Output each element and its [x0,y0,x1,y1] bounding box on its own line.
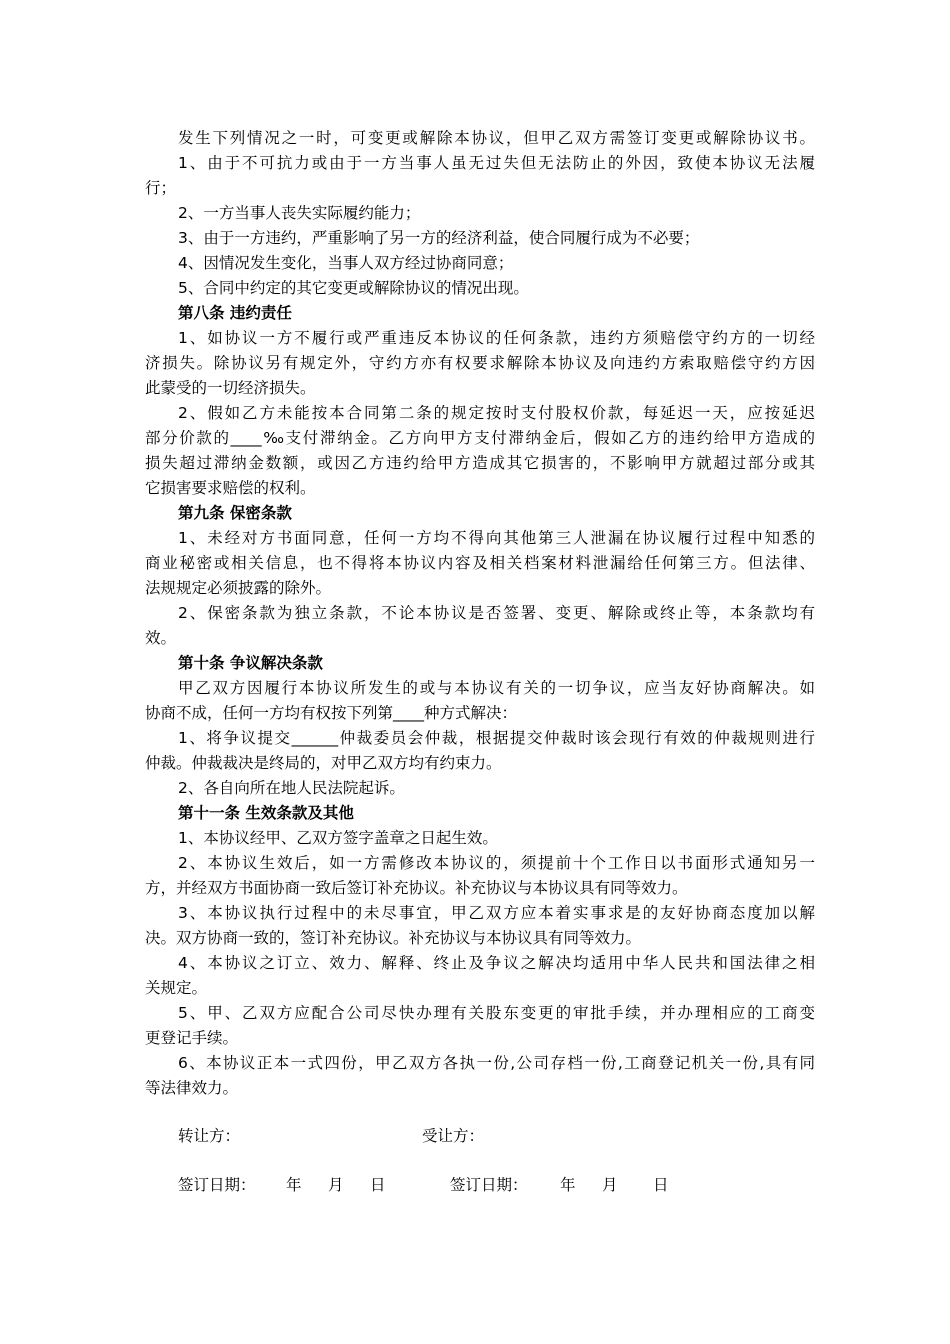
transferee-date-year: 年 [560,1176,576,1194]
s11-para-3-line-1: 3、本协议执行过程中的未尽事宜，甲乙双方应本着实事求是的友好协商态度加以解 [178,904,815,922]
s11-para-6-line-1: 6、本协议正本一式四份，甲乙双方各执一份,公司存档一份,工商登记机关一份,具有同 [178,1054,815,1072]
s11-para-2-line-2: 方，并经双方书面协商一致后签订补充协议。补充协议与本协议具有同等效力。 [145,879,688,897]
transferor-date-day: 日 [370,1176,386,1194]
transferor-label: 转让方： [178,1127,241,1145]
s9-para-1-line-3: 法规规定必须披露的除外。 [145,579,332,597]
transferor-date-month: 月 [328,1176,344,1194]
s8-para-2-line-2: 部分价款的____‰支付滞纳金。乙方向甲方支付滞纳金后，假如乙方的违约给甲方造成的 [145,429,815,447]
s11-para-6-line-2: 等法律效力。 [145,1079,239,1097]
s11-para-1: 1、本协议经甲、乙双方签字盖章之日起生效。 [178,829,498,847]
section-11-heading: 第十一条 生效条款及其他 [178,804,354,822]
s9-para-2-line-1: 2、保密条款为独立条款，不论本协议是否签署、变更、解除或终止等，本条款均有 [178,604,815,622]
s8-para-1-line-1: 1、如协议一方不履行或严重违反本协议的任何条款，违约方须赔偿守约方的一切经 [178,329,815,347]
transferor-date-year: 年 [286,1176,302,1194]
s10-para-0-line-2: 协商不成，任何一方均有权按下列第____种方式解决： [145,704,518,722]
s10-para-0-line-1: 甲乙双方因履行本协议所发生的或与本协议有关的一切争议，应当友好协商解决。如 [178,679,815,697]
s8-para-2-line-3: 损失超过滞纳金数额，或因乙方违约给甲方造成其它损害的，不影响甲方就超过部分或其 [145,454,815,472]
transferee-date-month: 月 [602,1176,618,1194]
s8-para-2-line-4: 它损害要求赔偿的权利。 [145,479,316,497]
section-8-heading: 第八条 违约责任 [178,304,292,322]
transferee-date-day: 日 [653,1176,669,1194]
s8-para-1-line-3: 此蒙受的一切经济损失。 [145,379,316,397]
s7-item-3: 3、由于一方违约，严重影响了另一方的经济利益，使合同履行成为不必要； [178,229,700,247]
section-9-heading: 第九条 保密条款 [178,504,292,522]
s9-para-2-line-2: 效。 [145,629,177,647]
s7-item-1: 1、由于不可抗力或由于一方当事人虽无过失但无法防止的外因，致使本协议无法履 [178,154,815,172]
s9-para-1-line-2: 商业秘密或相关信息，也不得将本协议内容及相关档案材料泄漏给任何第三方。但法律、 [145,554,815,572]
transferee-date-label: 签订日期： [450,1176,528,1194]
s9-para-1-line-1: 1、未经对方书面同意，任何一方均不得向其他第三人泄漏在协议履行过程中知悉的 [178,529,815,547]
transferor-date-label: 签订日期： [178,1176,256,1194]
s7-item-4: 4、因情况发生变化，当事人双方经过协商同意； [178,254,514,272]
s7-intro: 发生下列情况之一时，可变更或解除本协议，但甲乙双方需签订变更或解除协议书。 [178,129,815,147]
s10-para-1-line-2: 仲裁。仲裁裁决是终局的，对甲乙双方均有约束力。 [145,754,502,772]
s11-para-3-line-2: 决。双方协商一致的，签订补充协议。补充协议与本协议具有同等效力。 [145,929,642,947]
section-10-heading: 第十条 争议解决条款 [178,654,323,672]
s11-para-4-line-2: 关规定。 [145,979,208,997]
s8-para-2-line-1: 2、假如乙方未能按本合同第二条的规定按时支付股权价款，每延迟一天，应按延迟 [178,404,815,422]
s11-para-2-line-1: 2、本协议生效后，如一方需修改本协议的，须提前十个工作日以书面形式通知另一 [178,854,815,872]
s10-para-2: 2、各自向所在地人民法院起诉。 [178,779,405,797]
s7-item-1-cont: 行； [145,179,177,197]
transferee-label: 受让方： [422,1127,485,1145]
s7-item-2: 2、一方当事人丧失实际履约能力； [178,204,421,222]
s11-para-4-line-1: 4、本协议之订立、效力、解释、终止及争议之解决均适用中华人民共和国法律之相 [178,954,815,972]
s11-para-5-line-1: 5、甲、乙双方应配合公司尽快办理有关股东变更的审批手续，并办理相应的工商变 [178,1004,815,1022]
s10-para-1-line-1: 1、将争议提交______仲裁委员会仲裁，根据提交仲裁时该会现行有效的仲裁规则进行 [178,729,815,747]
s8-para-1-line-2: 济损失。除协议另有规定外，守约方亦有权要求解除本协议及向违约方索取赔偿守约方因 [145,354,815,372]
s11-para-5-line-2: 更登记手续。 [145,1029,239,1047]
s7-item-5: 5、合同中约定的其它变更或解除协议的情况出现。 [178,279,529,297]
